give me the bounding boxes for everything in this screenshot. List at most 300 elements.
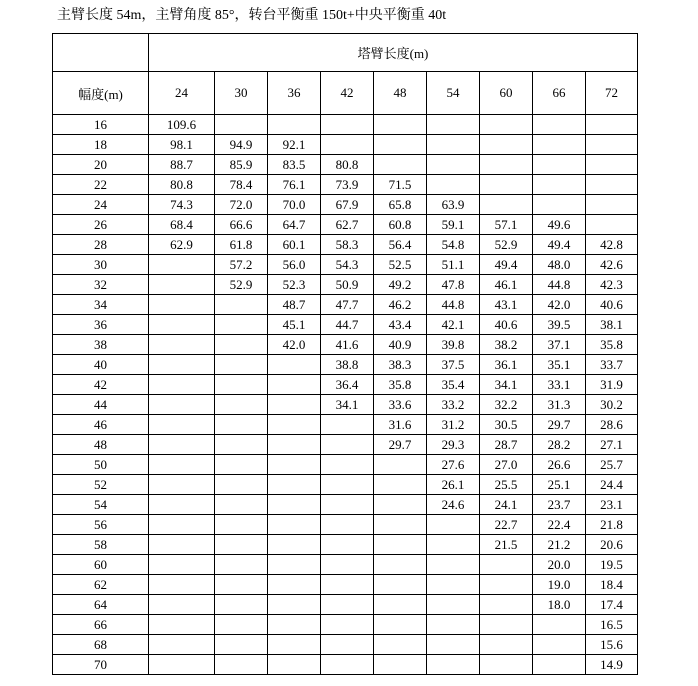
capacity-cell: [215, 115, 268, 135]
capacity-cell: 52.5: [374, 255, 427, 275]
capacity-cell: 33.2: [427, 395, 480, 415]
radius-cell: 40: [53, 355, 149, 375]
capacity-cell: 24.4: [586, 475, 638, 495]
capacity-cell: 29.3: [427, 435, 480, 455]
capacity-cell: [149, 295, 215, 315]
capacity-cell: 31.2: [427, 415, 480, 435]
capacity-cell: [268, 555, 321, 575]
capacity-cell: [374, 115, 427, 135]
capacity-cell: 28.7: [480, 435, 533, 455]
capacity-cell: 48.0: [533, 255, 586, 275]
capacity-cell: 29.7: [374, 435, 427, 455]
capacity-cell: [149, 555, 215, 575]
capacity-cell: 50.9: [321, 275, 374, 295]
capacity-cell: 61.8: [215, 235, 268, 255]
capacity-cell: 14.9: [586, 655, 638, 675]
table-row: [53, 455, 638, 475]
capacity-cell: [427, 535, 480, 555]
capacity-cell: [149, 615, 215, 635]
table-row: [53, 315, 638, 335]
capacity-cell: [533, 135, 586, 155]
radius-cell: 42: [53, 375, 149, 395]
capacity-cell: 25.1: [533, 475, 586, 495]
capacity-cell: [215, 515, 268, 535]
capacity-cell: [321, 495, 374, 515]
capacity-cell: [374, 155, 427, 175]
capacity-cell: [374, 515, 427, 535]
capacity-cell: 37.5: [427, 355, 480, 375]
capacity-cell: [149, 495, 215, 515]
capacity-cell: [427, 555, 480, 575]
capacity-cell: 33.1: [533, 375, 586, 395]
capacity-cell: 71.5: [374, 175, 427, 195]
capacity-cell: [374, 135, 427, 155]
capacity-cell: [480, 195, 533, 215]
capacity-cell: [586, 135, 638, 155]
capacity-cell: [480, 135, 533, 155]
capacity-cell: [427, 175, 480, 195]
capacity-cell: [215, 655, 268, 675]
capacity-cell: [321, 135, 374, 155]
radius-cell: 20: [53, 155, 149, 175]
capacity-cell: 40.6: [480, 315, 533, 335]
radius-cell: 30: [53, 255, 149, 275]
capacity-cell: 48.7: [268, 295, 321, 315]
boom-length-header: 36: [268, 72, 321, 115]
capacity-cell: [480, 635, 533, 655]
table-row: [53, 235, 638, 255]
table-row: [53, 555, 638, 575]
capacity-cell: [268, 435, 321, 455]
capacity-cell: [586, 155, 638, 175]
capacity-cell: 31.3: [533, 395, 586, 415]
capacity-cell: [533, 155, 586, 175]
capacity-cell: 40.6: [586, 295, 638, 315]
capacity-cell: [268, 375, 321, 395]
capacity-cell: 42.0: [268, 335, 321, 355]
capacity-cell: 73.9: [321, 175, 374, 195]
capacity-cell: 72.0: [215, 195, 268, 215]
capacity-cell: 56.0: [268, 255, 321, 275]
table-row: [53, 335, 638, 355]
capacity-cell: 39.5: [533, 315, 586, 335]
capacity-cell: [533, 615, 586, 635]
capacity-cell: [321, 435, 374, 455]
capacity-cell: [215, 375, 268, 395]
capacity-cell: [321, 455, 374, 475]
radius-cell: 18: [53, 135, 149, 155]
capacity-cell: 44.7: [321, 315, 374, 335]
capacity-cell: [427, 115, 480, 135]
capacity-cell: 35.4: [427, 375, 480, 395]
capacity-cell: 26.6: [533, 455, 586, 475]
capacity-cell: [374, 595, 427, 615]
capacity-cell: [149, 575, 215, 595]
capacity-cell: 40.9: [374, 335, 427, 355]
capacity-cell: [533, 195, 586, 215]
capacity-cell: 17.4: [586, 595, 638, 615]
capacity-cell: [533, 175, 586, 195]
capacity-cell: [268, 475, 321, 495]
capacity-cell: 31.6: [374, 415, 427, 435]
capacity-cell: 94.9: [215, 135, 268, 155]
capacity-cell: [480, 175, 533, 195]
capacity-cell: [215, 635, 268, 655]
radius-cell: 68: [53, 635, 149, 655]
radius-cell: 36: [53, 315, 149, 335]
capacity-cell: [149, 635, 215, 655]
capacity-cell: 34.1: [321, 395, 374, 415]
capacity-cell: [215, 575, 268, 595]
table-caption: 主臂长度 54m，主臂角度 85°，转台平衡重 150t+中央平衡重 40t: [57, 8, 447, 23]
capacity-cell: 35.8: [586, 335, 638, 355]
capacity-cell: 38.2: [480, 335, 533, 355]
capacity-cell: [321, 635, 374, 655]
capacity-cell: [149, 335, 215, 355]
boom-length-header: 24: [149, 72, 215, 115]
capacity-cell: [215, 315, 268, 335]
radius-cell: 70: [53, 655, 149, 675]
capacity-cell: 98.1: [149, 135, 215, 155]
capacity-cell: 49.4: [533, 235, 586, 255]
capacity-cell: [268, 655, 321, 675]
capacity-cell: 52.9: [480, 235, 533, 255]
capacity-cell: [268, 115, 321, 135]
capacity-cell: 18.4: [586, 575, 638, 595]
capacity-cell: [149, 355, 215, 375]
capacity-cell: [215, 615, 268, 635]
table-row: [53, 495, 638, 515]
capacity-cell: [215, 335, 268, 355]
capacity-cell: 52.3: [268, 275, 321, 295]
capacity-cell: [533, 655, 586, 675]
capacity-cell: 30.2: [586, 395, 638, 415]
capacity-cell: [268, 535, 321, 555]
capacity-cell: [321, 595, 374, 615]
capacity-cell: 83.5: [268, 155, 321, 175]
capacity-cell: [149, 275, 215, 295]
capacity-cell: [149, 395, 215, 415]
capacity-cell: 44.8: [427, 295, 480, 315]
capacity-cell: [374, 655, 427, 675]
capacity-cell: 30.5: [480, 415, 533, 435]
table-row: [53, 135, 638, 155]
table-row: [53, 595, 638, 615]
radius-cell: 60: [53, 555, 149, 575]
capacity-cell: 62.7: [321, 215, 374, 235]
capacity-cell: [149, 415, 215, 435]
capacity-cell: 42.1: [427, 315, 480, 335]
capacity-cell: [215, 395, 268, 415]
capacity-cell: [374, 455, 427, 475]
capacity-cell: 27.6: [427, 455, 480, 475]
table-row: [53, 195, 638, 215]
radius-cell: 32: [53, 275, 149, 295]
capacity-cell: 32.2: [480, 395, 533, 415]
table-row: [53, 415, 638, 435]
capacity-cell: 38.1: [586, 315, 638, 335]
capacity-cell: 42.0: [533, 295, 586, 315]
capacity-cell: 36.1: [480, 355, 533, 375]
capacity-cell: [215, 475, 268, 495]
radius-cell: 50: [53, 455, 149, 475]
capacity-cell: 38.3: [374, 355, 427, 375]
capacity-cell: [215, 595, 268, 615]
capacity-cell: [149, 255, 215, 275]
capacity-cell: 74.3: [149, 195, 215, 215]
capacity-cell: 49.6: [533, 215, 586, 235]
radius-cell: 66: [53, 615, 149, 635]
corner-cell: [53, 34, 149, 72]
boom-length-header: 42: [321, 72, 374, 115]
capacity-cell: [215, 435, 268, 455]
capacity-cell: 21.2: [533, 535, 586, 555]
capacity-cell: 42.3: [586, 275, 638, 295]
capacity-cell: [149, 515, 215, 535]
capacity-cell: 58.3: [321, 235, 374, 255]
capacity-cell: 31.9: [586, 375, 638, 395]
radius-cell: 44: [53, 395, 149, 415]
capacity-cell: [268, 355, 321, 375]
capacity-cell: [321, 555, 374, 575]
capacity-cell: [268, 455, 321, 475]
capacity-cell: [321, 515, 374, 535]
capacity-cell: [215, 415, 268, 435]
capacity-cell: 62.9: [149, 235, 215, 255]
capacity-cell: [480, 575, 533, 595]
capacity-cell: 33.6: [374, 395, 427, 415]
capacity-cell: 42.8: [586, 235, 638, 255]
capacity-cell: [480, 615, 533, 635]
capacity-cell: 33.7: [586, 355, 638, 375]
capacity-cell: [427, 155, 480, 175]
capacity-cell: 25.5: [480, 475, 533, 495]
boom-length-header: 60: [480, 72, 533, 115]
capacity-cell: [374, 615, 427, 635]
capacity-cell: 66.6: [215, 215, 268, 235]
capacity-cell: [268, 415, 321, 435]
capacity-cell: [215, 495, 268, 515]
capacity-cell: 54.3: [321, 255, 374, 275]
capacity-cell: 24.6: [427, 495, 480, 515]
capacity-cell: 20.0: [533, 555, 586, 575]
capacity-cell: [427, 515, 480, 535]
capacity-cell: 59.1: [427, 215, 480, 235]
capacity-cell: 47.8: [427, 275, 480, 295]
radius-cell: 26: [53, 215, 149, 235]
capacity-cell: [321, 655, 374, 675]
capacity-cell: [321, 415, 374, 435]
table-row: [53, 655, 638, 675]
capacity-cell: [215, 355, 268, 375]
radius-cell: 24: [53, 195, 149, 215]
capacity-cell: 80.8: [149, 175, 215, 195]
table-row: [53, 175, 638, 195]
table-row: [53, 615, 638, 635]
capacity-cell: [586, 115, 638, 135]
capacity-cell: [149, 455, 215, 475]
capacity-cell: 78.4: [215, 175, 268, 195]
capacity-cell: [427, 595, 480, 615]
capacity-cell: 26.1: [427, 475, 480, 495]
table-row: [53, 375, 638, 395]
capacity-cell: 19.0: [533, 575, 586, 595]
capacity-cell: [586, 215, 638, 235]
capacity-cell: 34.1: [480, 375, 533, 395]
table-row: [53, 435, 638, 455]
capacity-cell: 65.8: [374, 195, 427, 215]
table-row: [53, 475, 638, 495]
capacity-cell: [480, 655, 533, 675]
capacity-cell: 85.9: [215, 155, 268, 175]
capacity-cell: 64.7: [268, 215, 321, 235]
capacity-cell: 41.6: [321, 335, 374, 355]
capacity-cell: [533, 115, 586, 135]
capacity-cell: 42.6: [586, 255, 638, 275]
capacity-cell: [149, 375, 215, 395]
capacity-cell: [427, 575, 480, 595]
boom-length-header: 48: [374, 72, 427, 115]
radius-cell: 52: [53, 475, 149, 495]
capacity-cell: [149, 595, 215, 615]
capacity-cell: [427, 135, 480, 155]
capacity-cell: 57.1: [480, 215, 533, 235]
capacity-cell: 88.7: [149, 155, 215, 175]
capacity-cell: [480, 595, 533, 615]
capacity-cell: 76.1: [268, 175, 321, 195]
capacity-cell: [321, 475, 374, 495]
capacity-cell: [321, 575, 374, 595]
radius-cell: 34: [53, 295, 149, 315]
capacity-cell: [268, 635, 321, 655]
capacity-cell: 21.5: [480, 535, 533, 555]
capacity-cell: 27.0: [480, 455, 533, 475]
capacity-cell: 15.6: [586, 635, 638, 655]
capacity-cell: [586, 195, 638, 215]
radius-column-header: 幅度(m): [53, 72, 149, 115]
table-row: [53, 255, 638, 275]
capacity-cell: 24.1: [480, 495, 533, 515]
capacity-cell: 56.4: [374, 235, 427, 255]
capacity-cell: [374, 535, 427, 555]
boom-length-header: 30: [215, 72, 268, 115]
capacity-cell: 57.2: [215, 255, 268, 275]
table-row: [53, 155, 638, 175]
capacity-cell: 35.1: [533, 355, 586, 375]
capacity-cell: 27.1: [586, 435, 638, 455]
capacity-cell: 60.8: [374, 215, 427, 235]
capacity-cell: [427, 655, 480, 675]
radius-cell: 56: [53, 515, 149, 535]
table-row: [53, 115, 638, 135]
capacity-cell: 80.8: [321, 155, 374, 175]
capacity-cell: [149, 315, 215, 335]
capacity-cell: 16.5: [586, 615, 638, 635]
capacity-cell: 49.4: [480, 255, 533, 275]
capacity-cell: [321, 615, 374, 635]
radius-cell: 46: [53, 415, 149, 435]
capacity-cell: [215, 555, 268, 575]
table-row: [53, 355, 638, 375]
capacity-cell: 63.9: [427, 195, 480, 215]
capacity-cell: [374, 575, 427, 595]
radius-cell: 48: [53, 435, 149, 455]
capacity-cell: [533, 635, 586, 655]
capacity-cell: [374, 475, 427, 495]
capacity-cell: [374, 555, 427, 575]
radius-cell: 38: [53, 335, 149, 355]
capacity-cell: 70.0: [268, 195, 321, 215]
capacity-cell: 44.8: [533, 275, 586, 295]
capacity-cell: 23.1: [586, 495, 638, 515]
boom-length-header: 54: [427, 72, 480, 115]
capacity-cell: [149, 535, 215, 555]
capacity-cell: 92.1: [268, 135, 321, 155]
radius-cell: 22: [53, 175, 149, 195]
capacity-cell: [586, 175, 638, 195]
capacity-cell: 22.7: [480, 515, 533, 535]
capacity-cell: 36.4: [321, 375, 374, 395]
capacity-cell: [268, 615, 321, 635]
capacity-cell: 25.7: [586, 455, 638, 475]
table-row: [53, 535, 638, 555]
capacity-cell: [149, 435, 215, 455]
capacity-cell: [268, 515, 321, 535]
capacity-cell: [215, 535, 268, 555]
capacity-cell: 38.8: [321, 355, 374, 375]
capacity-cell: [321, 115, 374, 135]
capacity-cell: 46.2: [374, 295, 427, 315]
capacity-cell: 39.8: [427, 335, 480, 355]
radius-cell: 16: [53, 115, 149, 135]
capacity-cell: 51.1: [427, 255, 480, 275]
capacity-cell: [374, 495, 427, 515]
table-row: [53, 635, 638, 655]
capacity-cell: 28.2: [533, 435, 586, 455]
capacity-cell: 52.9: [215, 275, 268, 295]
capacity-cell: 43.4: [374, 315, 427, 335]
capacity-cell: 109.6: [149, 115, 215, 135]
capacity-cell: 67.9: [321, 195, 374, 215]
capacity-cell: [480, 555, 533, 575]
capacity-cell: [215, 295, 268, 315]
radius-cell: 64: [53, 595, 149, 615]
capacity-cell: [268, 395, 321, 415]
radius-cell: 58: [53, 535, 149, 555]
capacity-cell: 35.8: [374, 375, 427, 395]
capacity-cell: 47.7: [321, 295, 374, 315]
table-row: [53, 395, 638, 415]
radius-cell: 28: [53, 235, 149, 255]
capacity-cell: 37.1: [533, 335, 586, 355]
capacity-cell: 45.1: [268, 315, 321, 335]
capacity-cell: [374, 635, 427, 655]
capacity-cell: 22.4: [533, 515, 586, 535]
capacity-cell: [427, 615, 480, 635]
table-row: [53, 215, 638, 235]
capacity-cell: [268, 575, 321, 595]
capacity-cell: [480, 155, 533, 175]
capacity-cell: 43.1: [480, 295, 533, 315]
capacity-cell: [268, 495, 321, 515]
table-row: [53, 575, 638, 595]
capacity-cell: 18.0: [533, 595, 586, 615]
radius-cell: 54: [53, 495, 149, 515]
capacity-cell: 28.6: [586, 415, 638, 435]
capacity-cell: 19.5: [586, 555, 638, 575]
boom-length-group-header: 塔臂长度(m): [149, 34, 638, 72]
capacity-cell: 23.7: [533, 495, 586, 515]
